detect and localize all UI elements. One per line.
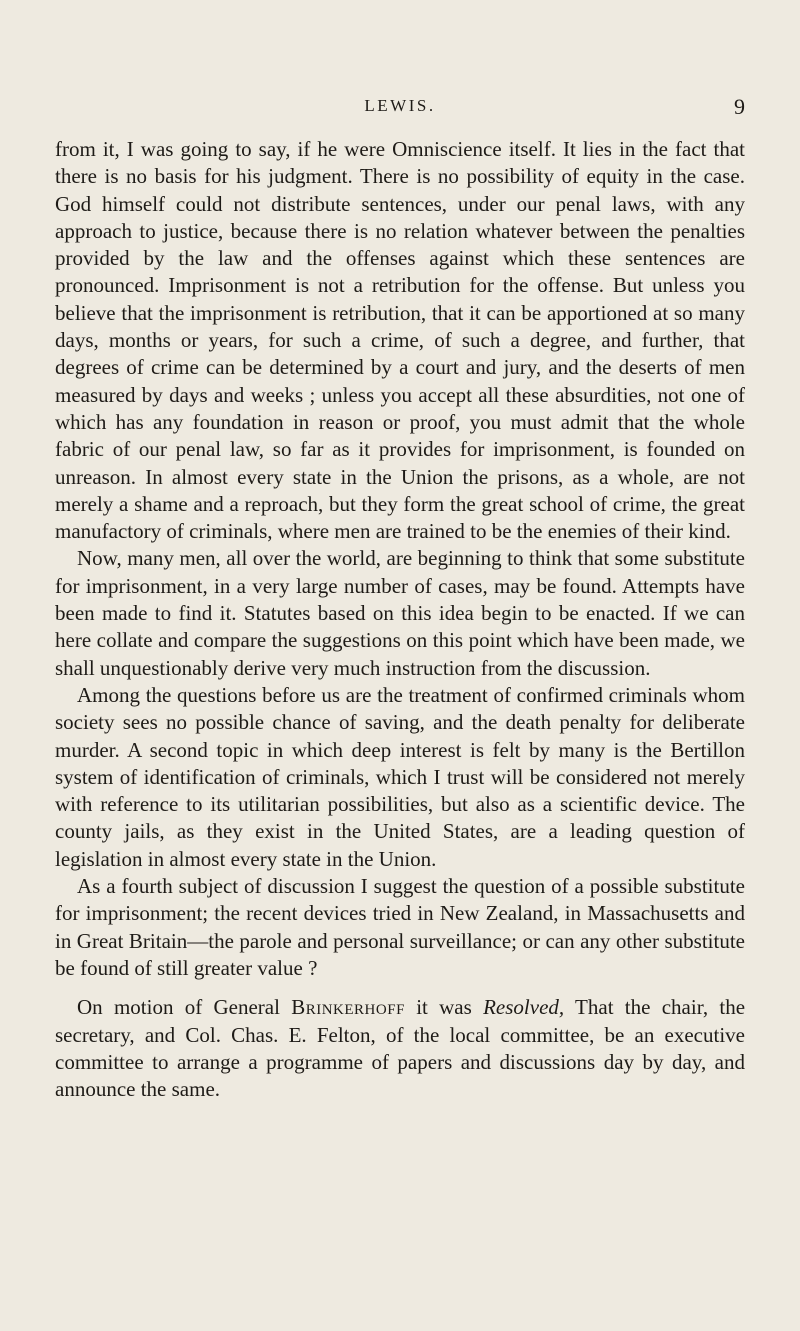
paragraph-questions: Among the questions before us are the treatment of confirmed criminals whom society sees no possible chance of saving, and the death penalty for deliberate murder. A second topic in which deep interest is felt by many is the Bertillon system of identification of criminals, which I trust will be considered not merely with reference to its utilitarian possibilities, but also as a scientific device. The county jails, as they exist in the United States, are a leading question of legislation in almost every state in the Union. — [55, 682, 745, 871]
resolved-italic: Resolved, — [483, 995, 565, 1020]
resolution-rest: That the chair, the secretary, and Col. Chas. E. Felton, of the local committee, be an executive committee to arrange a programme of papers and discussions day by day, and announce the same. — [55, 995, 746, 1102]
paragraph-fourth-subject: As a fourth subject of discussion I suggest the question of a possible substitute for imprisonment; the recent devices tried in New Zealand, in Massachusetts and in Great Britain—the parole and personal surveillance; or can any other substitute be found of still greater value ? — [55, 874, 745, 980]
resolution-middle: it was — [416, 995, 472, 1020]
page-header — [55, 96, 745, 126]
paragraph-resolution — [55, 994, 745, 1103]
resolution-lead: On motion of General — [77, 995, 280, 1020]
running-head: LEWIS. — [364, 96, 436, 115]
body-text — [55, 136, 745, 1103]
page-number: 9 — [734, 94, 745, 119]
paragraph-continued: from it, I was going to say, if he were Omniscience itself. It lies in the fact that there is no basis for his judgment. There is no possibility of equity in the case. God himself could not distribute sentences, under our penal laws, with any approach to justice, because there is no relation whatever between the penalties provided by the law and the offenses against which these sentences are pronounced. Imprisonment is not a retribution for the offense. But unless you believe that the imprisonment is retribution, that it can be apportioned at so many days, months or years, for such a crime, of such a degree, and further, that degrees of crime can be determined by a court and jury, and the deserts of men measured by days and weeks ; unless you accept all these absurdities, not one of which has any foundation in reason or proof, you must admit that the whole fabric of our penal law, so far as it provides for imprisonment, is founded on unreason. In almost every state in the Union the prisons, as a whole, are not merely a shame and a reproach, but they form the great school of crime, the great manufactory of criminals, where men are trained to be the enemies of their kind. — [55, 137, 745, 544]
paragraph-substitute: Now, many men, all over the world, are beginning to think that some substitute for imprisonment, in a very large number of cases, may be found. Attempts have been made to find it. Statutes based on this idea begin to be enacted. If we can here collate and compare the suggestions on this point which have been made, we shall unquestionably derive very much instruction from the discussion. — [55, 546, 745, 680]
resolution-name: Brinkerhoff — [291, 995, 405, 1020]
